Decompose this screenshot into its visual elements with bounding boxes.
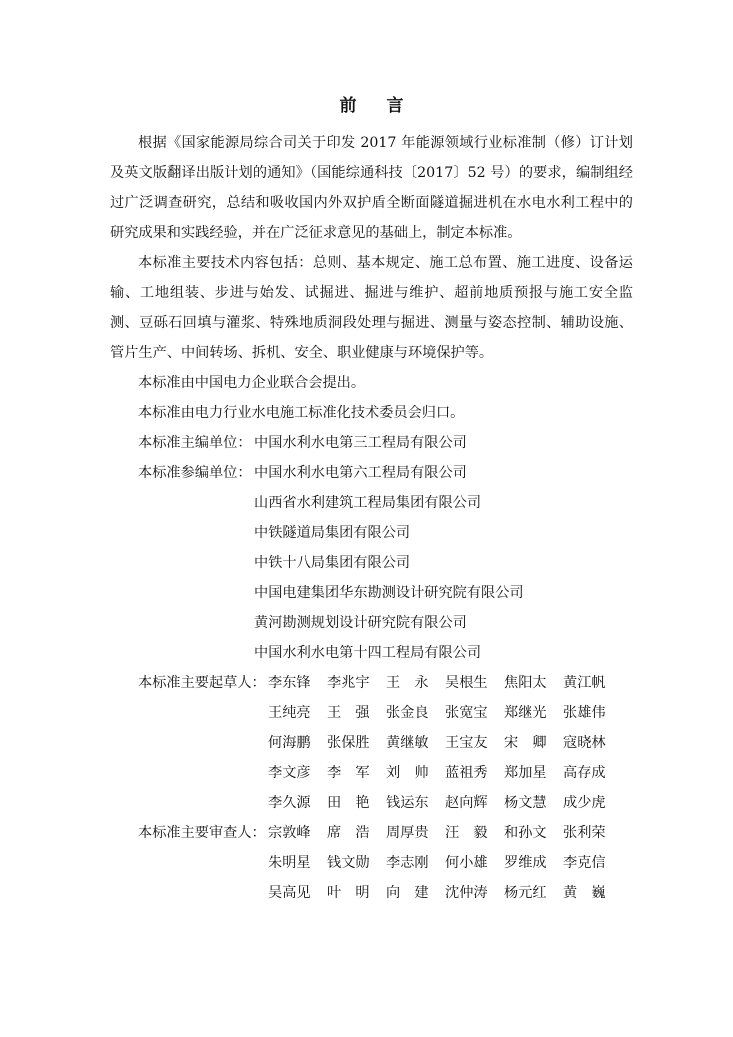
- drafters-row: [110, 668, 633, 818]
- paragraph-basis: 根据《国家能源局综合司关于印发 2017 年能源领域行业标准制（修）订计划及英文版翻译出版计划的通知》（国能综通科技〔2017〕52 号）的要求，编制组经过广泛调查研究，总结和吸收国内外双护盾全断面隧道掘进机在水电水利工程中的研究成果和实践经验，并在广泛征求意见的基础上，制定本标准。: [110, 135, 633, 241]
- drafter-name: 张金良: [386, 705, 429, 721]
- participating-org: 黄河勘测规划设计研究院有限公司: [254, 615, 467, 631]
- drafters-names-row: [268, 698, 622, 728]
- reviewer-name: 和孙文: [504, 825, 547, 841]
- reviewer-name: 宗敦峰: [268, 825, 311, 841]
- reviewer-name: 李克信: [563, 855, 606, 871]
- paragraph-contents: 本标准主要技术内容包括：总则、基本规定、施工总布置、施工进度、设备运输、工地组装、步进与始发、试掘进、掘进与维护、超前地质预报与施工安全监测、豆砾石回填与灌浆、特殊地质洞段处理与掘进、测量与姿态控制、辅助设施、管片生产、中间转场、拆机、安全、职业健康与环境保护等。: [110, 255, 633, 361]
- drafter-name: 何海鹏: [268, 735, 311, 751]
- drafter-name: 王 强: [327, 705, 370, 721]
- drafter-name: 钱运东: [386, 795, 429, 811]
- drafter-name: 张宽宝: [445, 705, 488, 721]
- paragraph-proposer: 本标准由中国电力企业联合会提出。: [138, 375, 366, 391]
- drafters-names: [268, 668, 622, 818]
- reviewer-name: 黄 巍: [563, 885, 606, 901]
- drafter-name: 李东锋: [268, 675, 311, 691]
- participating-org: 山西省水利建筑工程局集团有限公司: [254, 495, 482, 511]
- drafters-names-row: [268, 758, 622, 788]
- drafter-name: 杨文慧: [504, 795, 547, 811]
- drafters-names-row: [268, 788, 622, 818]
- reviewer-name: 朱明星: [268, 855, 311, 871]
- drafters-names-row: [268, 728, 622, 758]
- drafter-name: 黄继敏: [386, 735, 429, 751]
- chief-editor-row: [110, 428, 633, 458]
- chief-editor-org: 中国水利水电第三工程局有限公司: [254, 435, 467, 451]
- reviewer-name: 钱文勋: [327, 855, 370, 871]
- reviewers-names-row: [268, 848, 622, 878]
- drafter-name: 李兆宇: [327, 675, 370, 691]
- reviewer-name: 沈仲涛: [445, 885, 488, 901]
- drafter-name: 张雄伟: [563, 705, 606, 721]
- drafter-name: 吴根生: [445, 675, 488, 691]
- reviewer-name: 向 建: [386, 885, 429, 901]
- reviewers-names-row: [268, 818, 622, 848]
- drafter-name: 郑加星: [504, 765, 547, 781]
- participating-row: [110, 458, 633, 668]
- reviewer-name: 席 浩: [327, 825, 370, 841]
- drafter-name: 刘 帅: [386, 765, 429, 781]
- participating-org: 中国水利水电第十四工程局有限公司: [254, 645, 482, 661]
- drafter-name: 王纯亮: [268, 705, 311, 721]
- reviewer-name: 周厚贵: [386, 825, 429, 841]
- drafters-label: 本标准主要起草人：: [138, 675, 266, 691]
- chief-editor-label: 本标准主编单位：: [138, 435, 252, 451]
- drafter-name: 王宝友: [445, 735, 488, 751]
- drafter-name: 李文彦: [268, 765, 311, 781]
- drafter-name: 李 军: [327, 765, 370, 781]
- participating-org: 中国电建集团华东勘测设计研究院有限公司: [254, 585, 524, 601]
- drafter-name: 李久源: [268, 795, 311, 811]
- participating-org-list: [254, 458, 524, 668]
- participating-org: 中铁隧道局集团有限公司: [254, 525, 411, 541]
- drafter-name: 赵向辉: [445, 795, 488, 811]
- reviewers-label: 本标准主要审查人：: [138, 825, 266, 841]
- reviewer-name: 何小雄: [445, 855, 488, 871]
- reviewers-names: [268, 818, 622, 908]
- reviewer-name: 李志刚: [386, 855, 429, 871]
- reviewer-name: 张利荣: [563, 825, 606, 841]
- reviewer-name: 汪 毅: [445, 825, 488, 841]
- reviewers-names-row: [268, 878, 622, 908]
- drafter-name: 王 永: [386, 675, 429, 691]
- reviewer-name: 叶 明: [327, 885, 370, 901]
- reviewer-name: 罗维成: [504, 855, 547, 871]
- paragraph-administrator: 本标准由电力行业水电施工标准化技术委员会归口。: [138, 405, 465, 421]
- page-title: 前 言: [339, 96, 416, 116]
- drafter-name: 高存成: [563, 765, 606, 781]
- drafter-name: 焦阳太: [504, 675, 547, 691]
- drafter-name: 黄江帆: [563, 675, 606, 691]
- drafter-name: 张保胜: [327, 735, 370, 751]
- drafter-name: 田 艳: [327, 795, 370, 811]
- participating-label: 本标准参编单位：: [138, 465, 252, 481]
- drafter-name: 寇晓林: [563, 735, 606, 751]
- drafter-name: 蓝祖秀: [445, 765, 488, 781]
- participating-org: 中国水利水电第六工程局有限公司: [254, 465, 467, 481]
- drafter-name: 成少虎: [563, 795, 606, 811]
- reviewer-name: 吴高见: [268, 885, 311, 901]
- reviewers-row: [110, 818, 633, 908]
- drafters-names-row: [268, 668, 622, 698]
- drafter-name: 郑继光: [504, 705, 547, 721]
- drafter-name: 宋 卿: [504, 735, 547, 751]
- reviewer-name: 杨元红: [504, 885, 547, 901]
- participating-org: 中铁十八局集团有限公司: [254, 555, 411, 571]
